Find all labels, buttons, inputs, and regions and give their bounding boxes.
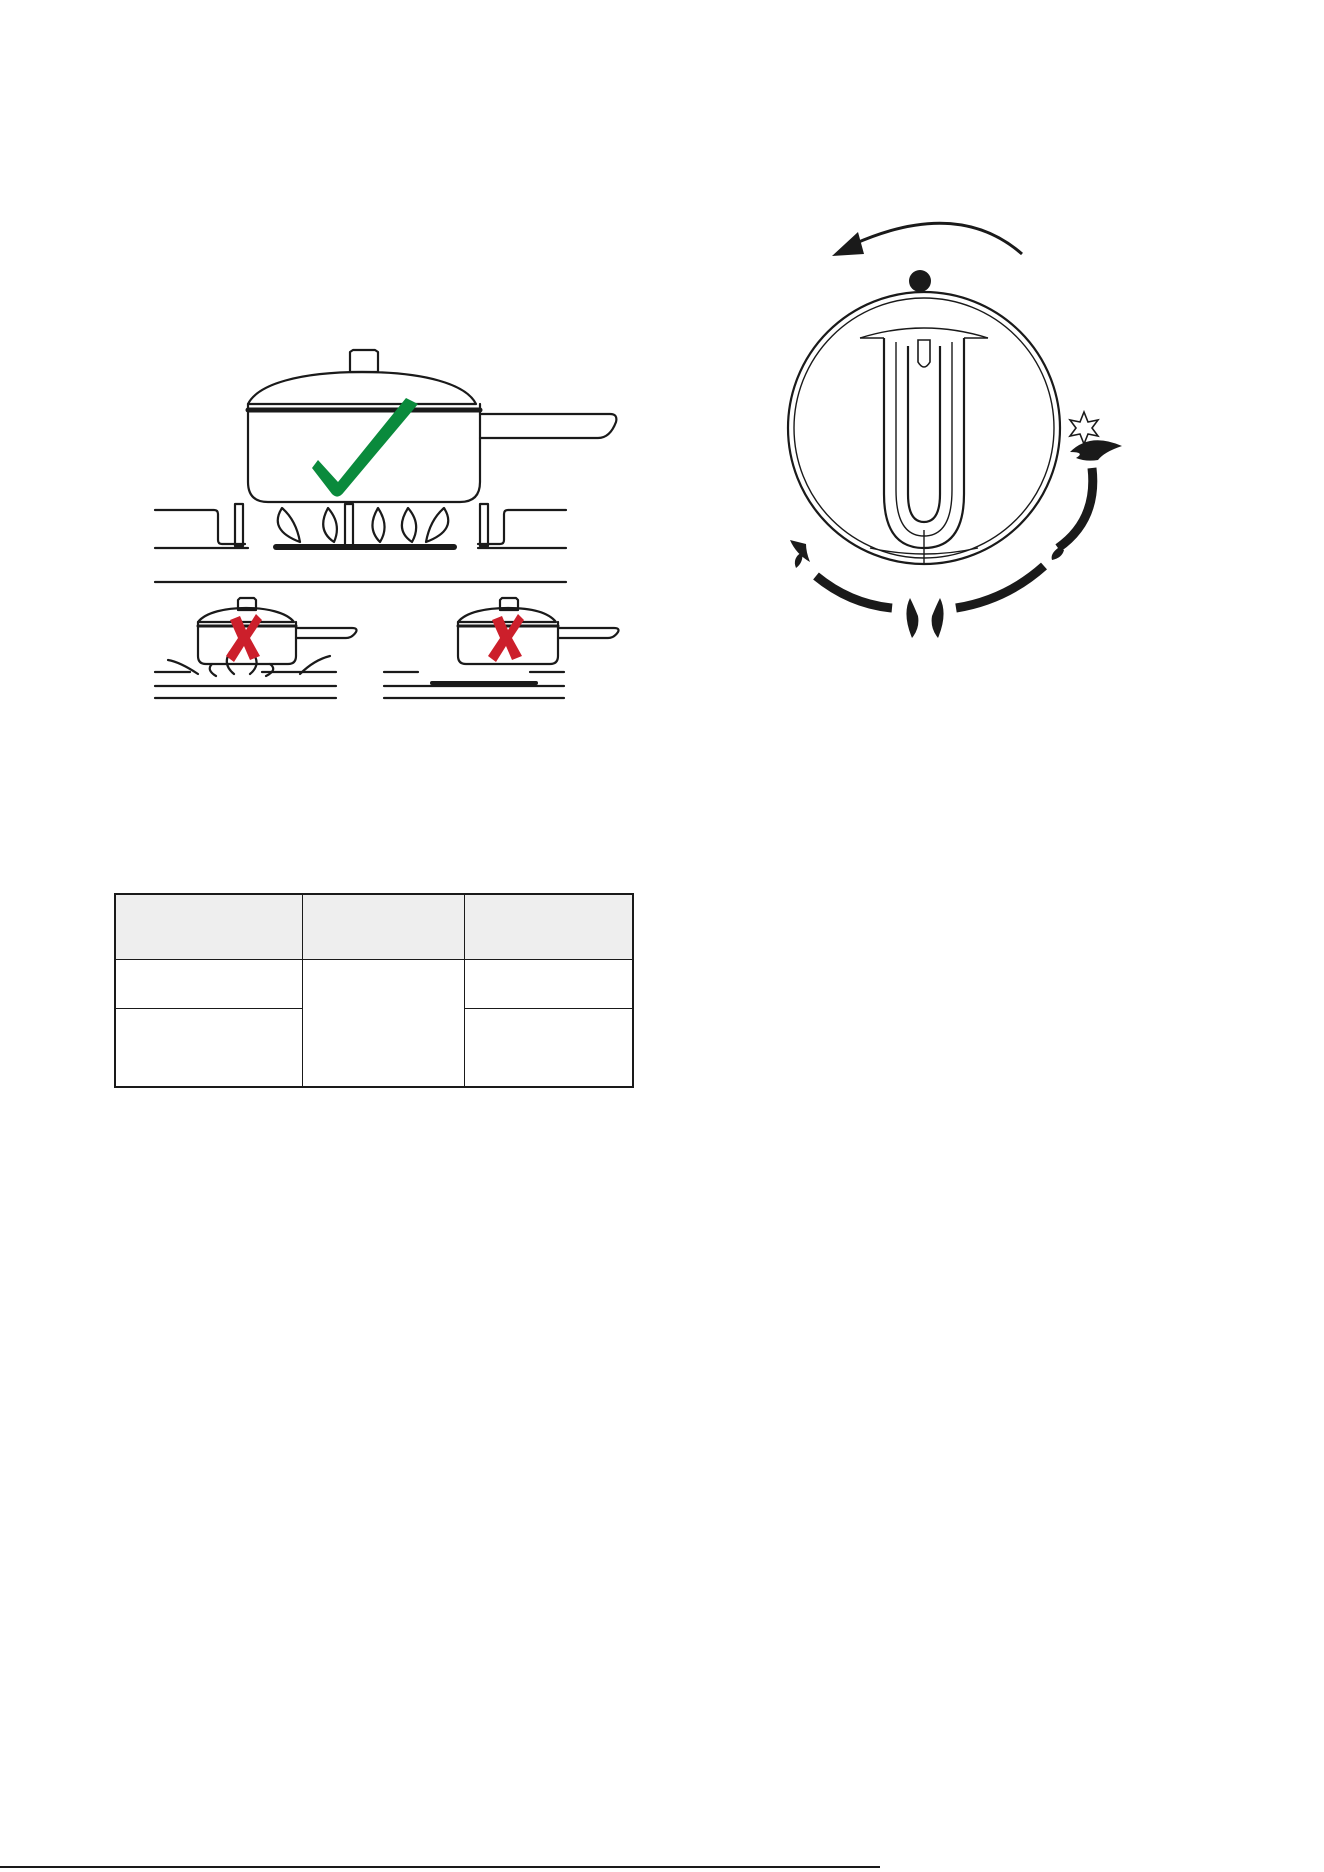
off-dot-icon	[909, 270, 931, 292]
ignition-spark-icon	[1070, 412, 1098, 444]
table-header-row	[115, 894, 633, 960]
table-cell	[115, 1009, 303, 1088]
table-header-cell	[465, 894, 634, 960]
table-row	[115, 960, 633, 1009]
medium-flame-icon	[906, 598, 943, 638]
table-cell	[465, 960, 634, 1009]
footer-rule	[0, 1866, 880, 1868]
table-header-cell	[115, 894, 303, 960]
table-cell	[465, 1009, 634, 1088]
table-cell	[115, 960, 303, 1009]
spec-table	[114, 893, 634, 1088]
max-flame-icon	[1070, 440, 1122, 460]
min-flame-icon	[790, 540, 810, 568]
table-cell	[303, 960, 465, 1088]
knob-dial[interactable]	[788, 292, 1060, 564]
flame-scale-arc	[1058, 468, 1093, 548]
control-knob-figure	[0, 0, 1324, 720]
table-header-cell	[303, 894, 465, 960]
rotation-arrow-icon	[832, 223, 1022, 256]
